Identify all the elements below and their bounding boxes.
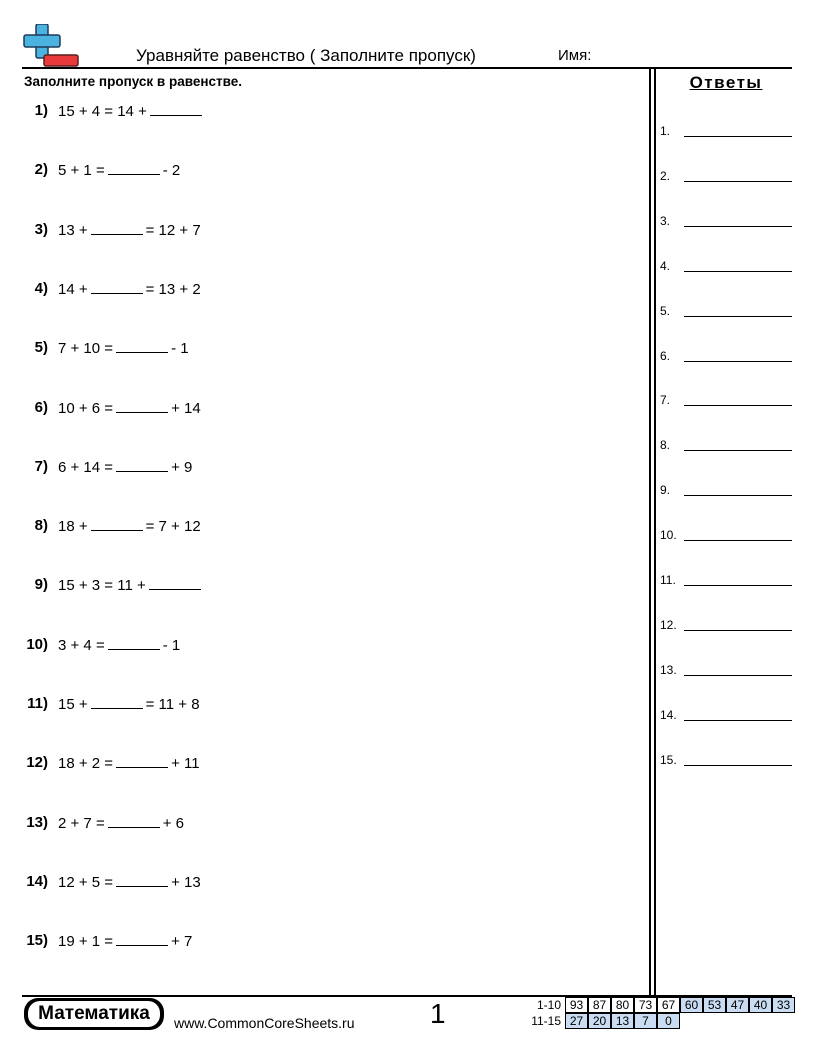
score-row-label: 1-10	[536, 998, 561, 1012]
problem-expression	[58, 636, 180, 654]
score-cell: 80	[611, 997, 634, 1013]
expression-left: 18 + 2 =	[58, 755, 114, 773]
problem-row	[0, 814, 640, 834]
expression-left: 2 + 7 =	[58, 814, 105, 832]
problem-number: 11)	[27, 695, 48, 712]
answer-number: 12.	[660, 617, 677, 632]
expression-left: 5 + 1 =	[58, 162, 105, 180]
answer-row	[660, 124, 792, 138]
answer-line[interactable]	[684, 181, 792, 182]
problem-row	[0, 576, 640, 596]
problem-number: 2)	[34, 161, 48, 179]
score-cell: 87	[588, 997, 611, 1013]
problem-expression	[58, 754, 200, 772]
answer-row	[660, 528, 792, 542]
problem-expression	[58, 399, 201, 417]
answer-row	[660, 259, 792, 273]
page-number: 1	[430, 998, 446, 1029]
problem-expression	[58, 339, 189, 357]
problem-row	[0, 754, 640, 774]
answer-blank[interactable]	[91, 280, 143, 294]
answer-blank[interactable]	[116, 339, 168, 353]
answer-blank[interactable]	[91, 517, 143, 531]
problem-expression	[58, 102, 205, 120]
problem-expression	[58, 695, 200, 713]
answer-row	[660, 214, 792, 228]
expression-left: 15 + 4 = 14 +	[58, 103, 147, 120]
problem-expression	[58, 280, 201, 298]
problem-row	[0, 636, 640, 656]
answer-row	[660, 483, 792, 497]
answer-number: 9.	[660, 483, 671, 498]
score-cell: 93	[565, 997, 588, 1013]
expression-left: 15 +	[58, 696, 88, 713]
score-cell: 53	[703, 997, 726, 1013]
problem-number: 4)	[34, 279, 48, 297]
score-row-label: 11-15	[531, 1014, 561, 1028]
column-divider	[654, 67, 656, 996]
problem-expression	[58, 458, 192, 476]
answer-row	[660, 708, 792, 722]
problem-number: 6)	[34, 398, 48, 416]
expression-right: + 14	[171, 399, 201, 417]
answer-blank[interactable]	[108, 636, 160, 650]
expression-right: + 11	[171, 755, 200, 773]
expression-right: - 2	[162, 162, 181, 180]
problem-expression	[58, 576, 204, 594]
problem-number: 1)	[34, 102, 48, 119]
answer-line[interactable]	[684, 765, 792, 766]
answer-number: 10.	[660, 528, 677, 543]
answer-number: 1.	[660, 124, 671, 138]
answer-number: 13.	[660, 662, 677, 677]
score-cell: 33	[772, 997, 795, 1013]
answer-row	[660, 573, 792, 587]
answer-blank[interactable]	[116, 399, 168, 413]
answer-line[interactable]	[684, 405, 792, 406]
problem-number: 9)	[34, 576, 48, 594]
answer-blank[interactable]	[91, 221, 143, 235]
expression-right: + 13	[171, 873, 201, 891]
problem-number: 5)	[34, 339, 48, 357]
answer-row	[660, 393, 792, 407]
score-cell: 47	[726, 997, 749, 1013]
problem-number: 7)	[34, 457, 48, 475]
answer-number: 7.	[660, 393, 671, 408]
expression-left: 13 +	[58, 221, 88, 239]
answer-line[interactable]	[684, 675, 792, 676]
answer-blank[interactable]	[150, 102, 202, 116]
problem-number: 12)	[26, 754, 48, 772]
problem-number: 15)	[26, 932, 48, 950]
answer-line[interactable]	[684, 226, 792, 227]
problem-expression	[58, 161, 180, 179]
problem-row	[0, 458, 640, 478]
expression-right: = 11 + 8	[145, 696, 200, 713]
answer-number: 11.	[660, 573, 676, 587]
subject-badge-label: Математика	[28, 1001, 160, 1027]
answers-heading: Ответы	[689, 73, 763, 92]
answer-number: 2.	[660, 168, 671, 183]
subject-badge	[24, 998, 164, 1030]
answer-line[interactable]	[684, 720, 792, 721]
answer-blank[interactable]	[116, 458, 168, 472]
problem-row	[0, 280, 640, 300]
math-logo-icon	[22, 24, 80, 68]
answer-blank[interactable]	[149, 576, 201, 590]
problem-row	[0, 161, 640, 181]
problem-row	[0, 102, 640, 122]
expression-left: 14 +	[58, 280, 88, 298]
expression-right: = 7 + 12	[145, 518, 201, 536]
column-divider	[649, 67, 651, 996]
answer-blank[interactable]	[91, 695, 143, 709]
answer-blank[interactable]	[116, 754, 168, 768]
answer-number: 3.	[660, 213, 671, 228]
expression-left: 12 + 5 =	[58, 873, 114, 891]
problem-expression	[58, 517, 201, 535]
answer-row	[660, 169, 792, 183]
score-cell: 0	[657, 1013, 680, 1029]
expression-right: - 1	[162, 636, 181, 654]
worksheet-title: Уравняйте равенство ( Заполните пропуск)	[136, 46, 476, 65]
answer-row	[660, 304, 792, 318]
answer-number: 15.	[660, 752, 677, 767]
score-cell: 67	[657, 997, 680, 1013]
problem-expression	[58, 814, 184, 832]
problem-row	[0, 221, 640, 241]
answer-blank[interactable]	[108, 814, 160, 828]
answer-line[interactable]	[684, 630, 792, 631]
answer-blank[interactable]	[116, 932, 168, 946]
answer-line[interactable]	[684, 316, 792, 317]
expression-right: - 1	[171, 340, 189, 358]
answer-line[interactable]	[684, 271, 792, 272]
expression-left: 18 +	[58, 518, 88, 536]
site-url[interactable]: www.CommonCoreSheets.ru	[174, 1015, 355, 1031]
answer-row	[660, 753, 792, 767]
expression-left: 10 + 6 =	[58, 399, 114, 417]
score-cell: 27	[565, 1013, 588, 1029]
answer-line[interactable]	[684, 495, 792, 496]
expression-left: 15 + 3 = 11 +	[58, 577, 146, 595]
problem-row	[0, 517, 640, 537]
answer-row	[660, 663, 792, 677]
problem-row	[0, 873, 640, 893]
problem-number: 13)	[26, 813, 48, 831]
answer-line[interactable]	[684, 136, 792, 137]
answer-line[interactable]	[684, 361, 792, 362]
header-rule	[22, 67, 792, 69]
score-cell: 40	[749, 997, 772, 1013]
expression-right: + 6	[162, 814, 184, 832]
answer-line[interactable]	[684, 585, 792, 586]
problem-number: 3)	[34, 220, 48, 238]
answer-number: 8.	[660, 438, 671, 453]
expression-right: = 13 + 2	[145, 280, 201, 298]
answer-row	[660, 349, 792, 363]
problem-row	[0, 399, 640, 419]
problem-row	[0, 695, 640, 715]
problem-expression	[58, 873, 201, 891]
problem-expression	[58, 932, 192, 950]
answer-number: 14.	[660, 707, 677, 722]
score-cell: 13	[611, 1013, 634, 1029]
expression-left: 3 + 4 =	[58, 636, 105, 654]
answer-blank[interactable]	[116, 873, 168, 887]
expression-left: 7 + 10 =	[58, 340, 114, 358]
answer-line[interactable]	[684, 450, 792, 451]
score-cell: 20	[588, 1013, 611, 1029]
problem-number: 8)	[34, 517, 48, 535]
problem-row	[0, 932, 640, 952]
answer-row	[660, 438, 792, 452]
answer-number: 5.	[660, 303, 671, 318]
expression-left: 6 + 14 =	[58, 458, 114, 476]
score-cell: 7	[634, 1013, 657, 1029]
answer-row	[660, 618, 792, 632]
answer-number: 4.	[660, 258, 671, 273]
expression-right: = 12 + 7	[145, 221, 201, 239]
score-cell: 73	[634, 997, 657, 1013]
expression-left: 19 + 1 =	[58, 933, 114, 951]
answer-blank[interactable]	[108, 161, 160, 175]
expression-right: + 9	[171, 458, 193, 476]
score-cell: 60	[680, 997, 703, 1013]
problem-number: 10)	[26, 635, 48, 653]
problem-number: 14)	[26, 872, 48, 890]
answer-number: 6.	[660, 348, 671, 363]
problem-row	[0, 339, 640, 359]
expression-right: + 7	[171, 933, 193, 951]
name-label: Имя:	[558, 47, 592, 64]
instructions: Заполните пропуск в равенстве.	[24, 74, 243, 89]
answer-line[interactable]	[684, 540, 792, 541]
problem-expression	[58, 221, 201, 239]
